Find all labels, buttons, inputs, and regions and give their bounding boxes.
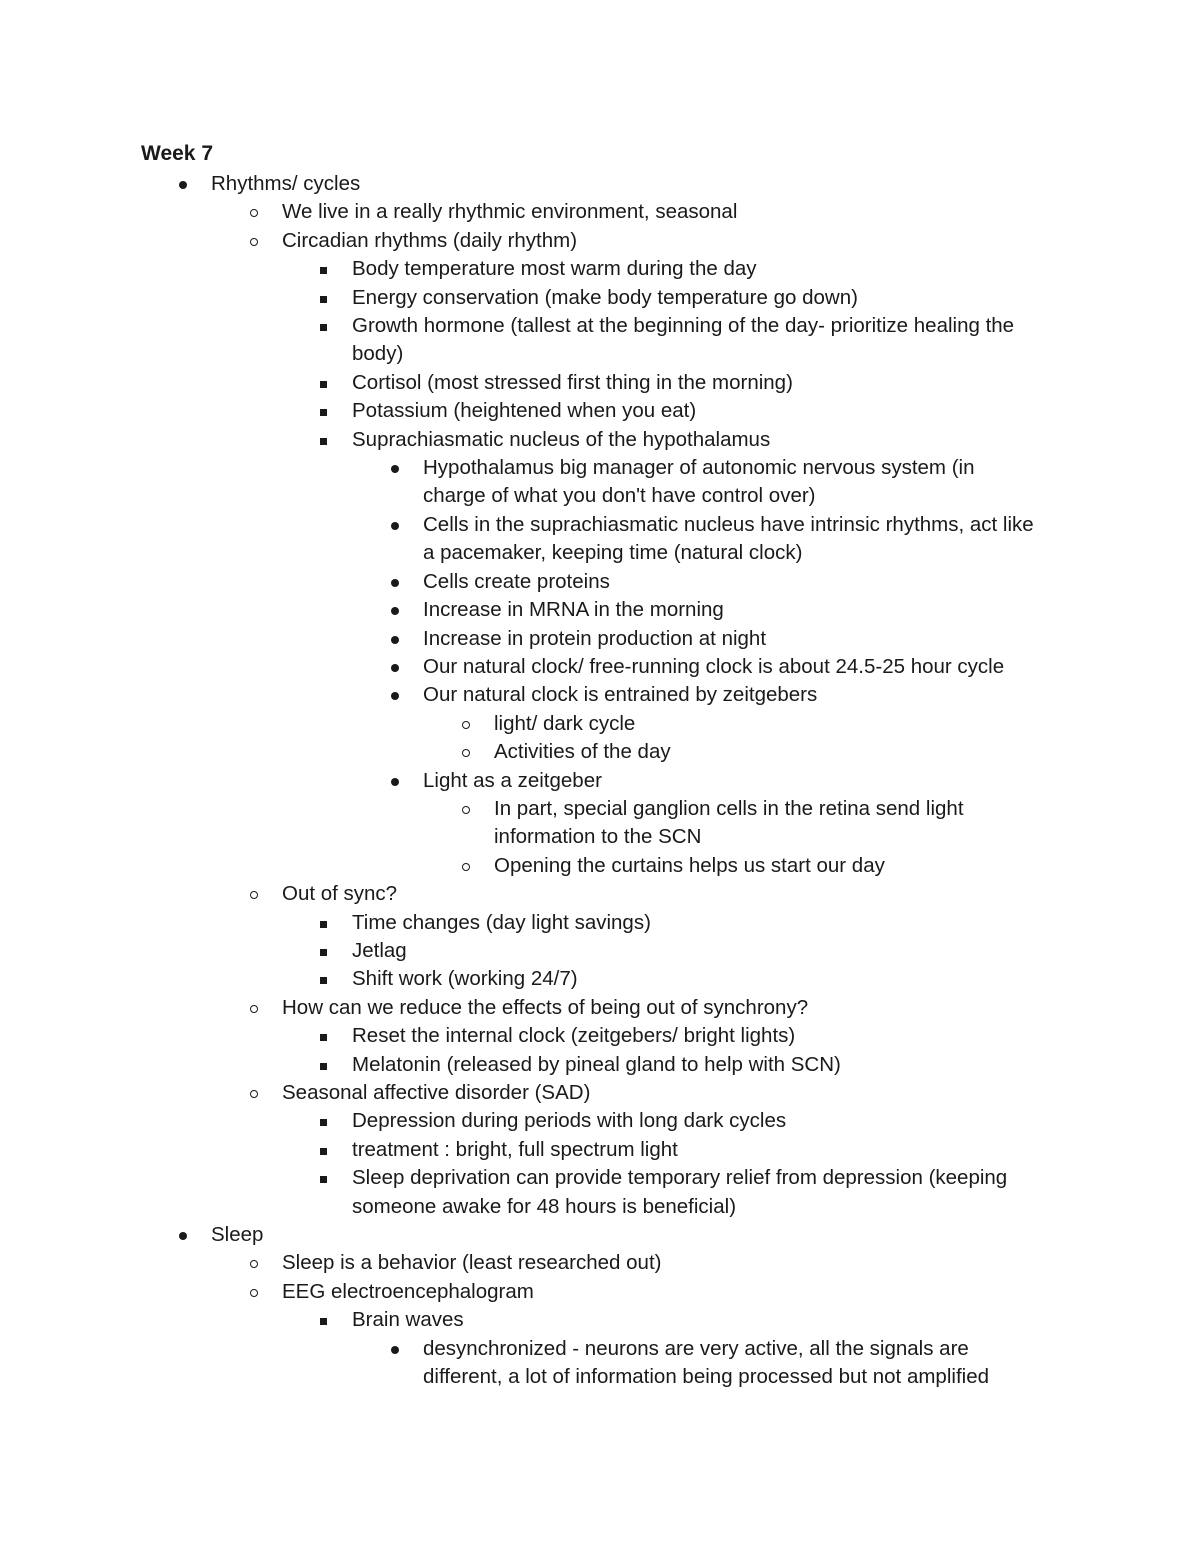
list-item-text: Opening the curtains helps us start our day — [494, 853, 885, 877]
list-item — [494, 710, 1014, 738]
filled-bullet-icon — [388, 454, 402, 482]
list-item-text: Seasonal affective disorder (SAD) — [282, 1081, 591, 1104]
hollow-bullet-icon — [247, 1249, 261, 1277]
list-item — [211, 170, 1061, 198]
list-item — [494, 852, 1014, 880]
list-item-text: EEG electroencephalogram — [282, 1279, 534, 1303]
list-item — [352, 426, 1052, 454]
hollow-bullet-icon — [247, 198, 261, 226]
list-item-text: Suprachiasmatic nucleus of the hypothalamus — [352, 427, 771, 451]
square-bullet-icon — [317, 397, 331, 425]
square-bullet-icon — [317, 255, 331, 283]
list-item — [352, 909, 1052, 937]
list-item — [282, 227, 1062, 255]
square-bullet-icon — [317, 284, 331, 312]
filled-bullet-icon — [176, 170, 190, 198]
list-item — [423, 511, 1038, 568]
hollow-bullet-icon — [247, 1278, 261, 1306]
list-item — [352, 1306, 1052, 1334]
list-item-text: Circadian rhythms (daily rhythm) — [282, 228, 578, 252]
filled-bullet-icon — [388, 596, 402, 624]
square-bullet-icon — [317, 1164, 331, 1192]
list-item — [352, 1051, 1052, 1079]
list-item — [494, 795, 1014, 852]
list-item-text: In part, special ganglion cells in the retina send light information to the SCN — [494, 796, 964, 849]
hollow-bullet-icon — [459, 852, 473, 880]
square-bullet-icon — [317, 369, 331, 397]
list-item — [352, 284, 1052, 312]
list-item — [423, 568, 1038, 596]
hollow-bullet-icon — [247, 880, 261, 908]
list-item-text: Sleep is a behavior (least researched out) — [282, 1251, 662, 1275]
list-item-text: We live in a really rhythmic environment, seasonal — [282, 200, 738, 224]
list-item-text: desynchronized - neurons are very active, all the signals are different, a lot of information being processed but not amplified — [423, 1336, 989, 1389]
list-item-text: Potassium (heightened when you eat) — [352, 399, 697, 423]
list-item-text: Cells create proteins — [423, 569, 610, 593]
list-item-text: Activities of the day — [494, 740, 671, 764]
list-item — [494, 738, 1014, 766]
filled-bullet-icon — [176, 1221, 190, 1249]
list-item — [352, 1136, 1052, 1164]
list-item — [352, 397, 1052, 425]
list-item-text: Melatonin (released by pineal gland to help with SCN) — [352, 1052, 841, 1076]
hollow-bullet-icon — [459, 738, 473, 766]
list-item-text: Sleep deprivation can provide temporary relief from depression (keeping someone awake for 48 hours is beneficial) — [352, 1166, 1008, 1218]
list-item — [282, 880, 1062, 908]
list-item — [282, 1079, 1062, 1107]
hollow-bullet-icon — [459, 795, 473, 823]
hollow-bullet-icon — [247, 227, 261, 255]
square-bullet-icon — [317, 1022, 331, 1050]
list-item-text: Body temperature most warm during the day — [352, 257, 757, 281]
list-item — [423, 767, 1038, 795]
square-bullet-icon — [317, 965, 331, 993]
filled-bullet-icon — [388, 653, 402, 681]
square-bullet-icon — [317, 937, 331, 965]
list-item — [352, 255, 1052, 283]
list-item — [423, 1335, 1038, 1392]
list-item-text: Increase in protein production at night — [423, 626, 767, 650]
list-item — [423, 625, 1038, 653]
list-item-text: Cells in the suprachiasmatic nucleus have intrinsic rhythms, act like a pacemaker, keeping time (natural clock) — [423, 512, 1034, 565]
hollow-bullet-icon — [247, 1079, 261, 1107]
list-item — [352, 1164, 1052, 1221]
filled-bullet-icon — [388, 681, 402, 709]
list-item — [423, 681, 1038, 709]
list-item — [352, 965, 1052, 993]
list-item — [352, 1107, 1052, 1135]
list-item-text: Time changes (day light savings) — [352, 910, 651, 934]
list-item — [423, 454, 1038, 511]
square-bullet-icon — [317, 1107, 331, 1135]
filled-bullet-icon — [388, 767, 402, 795]
square-bullet-icon — [317, 1136, 331, 1164]
list-item-text: Out of sync? — [282, 882, 398, 906]
square-bullet-icon — [317, 1306, 331, 1334]
list-item-text: Our natural clock is entrained by zeitgebers — [423, 683, 818, 707]
list-item-text: light/ dark cycle — [494, 711, 636, 735]
list-item — [352, 369, 1052, 397]
square-bullet-icon — [317, 426, 331, 454]
list-item — [352, 312, 1052, 369]
bullet-outline — [0, 170, 1200, 1391]
square-bullet-icon — [317, 909, 331, 937]
list-item-text: Our natural clock/ free-running clock is about 24.5-25 hour cycle — [423, 654, 1005, 678]
hollow-bullet-icon — [247, 994, 261, 1022]
list-item — [282, 198, 1062, 226]
filled-bullet-icon — [388, 511, 402, 539]
hollow-bullet-icon — [459, 710, 473, 738]
square-bullet-icon — [317, 1051, 331, 1079]
page-title: Week 7 — [141, 142, 213, 165]
list-item-text: Cortisol (most stressed first thing in the morning) — [352, 370, 793, 394]
list-item — [282, 1278, 1062, 1306]
list-item-text: Increase in MRNA in the morning — [423, 598, 724, 622]
list-item-text: Shift work (working 24/7) — [352, 967, 578, 991]
list-item — [282, 994, 1062, 1022]
filled-bullet-icon — [388, 625, 402, 653]
list-item-text: Jetlag — [352, 938, 407, 962]
list-item — [423, 653, 1038, 681]
list-item — [423, 596, 1038, 624]
list-item — [282, 1249, 1062, 1277]
list-item-text: treatment : bright, full spectrum light — [352, 1137, 678, 1161]
list-item-text: Reset the internal clock (zeitgebers/ bright lights) — [352, 1024, 796, 1048]
filled-bullet-icon — [388, 568, 402, 596]
list-item — [352, 937, 1052, 965]
list-item-text: Light as a zeitgeber — [423, 768, 602, 792]
list-item-text: Energy conservation (make body temperature go down) — [352, 285, 858, 309]
list-item-text: Sleep — [211, 1223, 264, 1247]
list-item-text: Brain waves — [352, 1308, 464, 1332]
filled-bullet-icon — [388, 1335, 402, 1363]
list-item — [352, 1022, 1052, 1050]
list-item-text: Depression during periods with long dark cycles — [352, 1109, 787, 1133]
list-item-text: Rhythms/ cycles — [211, 172, 361, 195]
square-bullet-icon — [317, 312, 331, 340]
list-item — [211, 1221, 1061, 1249]
list-item-text: Hypothalamus big manager of autonomic nervous system (in charge of what you don't have control over) — [423, 456, 975, 508]
list-item-text: Growth hormone (tallest at the beginning of the day- prioritize healing the body) — [352, 314, 1015, 366]
list-item-text: How can we reduce the effects of being out of synchrony? — [282, 995, 809, 1019]
